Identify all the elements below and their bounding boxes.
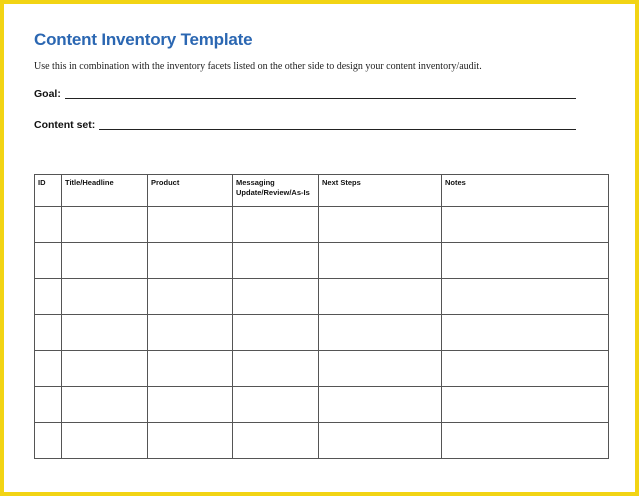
table-cell[interactable] xyxy=(148,243,233,279)
table-cell[interactable] xyxy=(62,243,148,279)
column-header-notes: Notes xyxy=(442,175,609,207)
table-cell[interactable] xyxy=(233,207,319,243)
content-set-field xyxy=(34,117,576,131)
table-cell[interactable] xyxy=(62,279,148,315)
table-cell[interactable] xyxy=(35,207,62,243)
column-header-next-steps: Next Steps xyxy=(319,175,442,207)
table-cell[interactable] xyxy=(233,387,319,423)
table-cell[interactable] xyxy=(62,387,148,423)
table-cell[interactable] xyxy=(442,423,609,459)
column-header-title-headline: Title/Headline xyxy=(62,175,148,207)
table-row xyxy=(35,423,609,459)
table-cell[interactable] xyxy=(35,423,62,459)
table-cell[interactable] xyxy=(35,279,62,315)
table-cell[interactable] xyxy=(62,351,148,387)
table-cell[interactable] xyxy=(62,207,148,243)
intro-text: Use this in combination with the inventory facets listed on the other side to design your content inventory/audit. xyxy=(34,61,482,72)
table-cell[interactable] xyxy=(442,207,609,243)
table-cell[interactable] xyxy=(148,207,233,243)
table-row xyxy=(35,351,609,387)
table-row xyxy=(35,315,609,351)
table-cell[interactable] xyxy=(148,423,233,459)
table-cell[interactable] xyxy=(442,315,609,351)
table-cell[interactable] xyxy=(35,243,62,279)
goal-field xyxy=(34,86,576,100)
page-title: Content Inventory Template xyxy=(34,30,253,49)
table-cell[interactable] xyxy=(319,351,442,387)
column-header-id: ID xyxy=(35,175,62,207)
table-row xyxy=(35,243,609,279)
column-header-product: Product xyxy=(148,175,233,207)
content-set-label: Content set: xyxy=(34,119,96,131)
table-header-row xyxy=(35,175,609,207)
table-cell[interactable] xyxy=(233,423,319,459)
column-header-messaging: Messaging Update/Review/As-Is xyxy=(233,175,319,207)
table-cell[interactable] xyxy=(319,315,442,351)
table-cell[interactable] xyxy=(62,315,148,351)
table-cell[interactable] xyxy=(233,351,319,387)
table-cell[interactable] xyxy=(319,207,442,243)
content-set-blank-line xyxy=(99,129,576,130)
table-cell[interactable] xyxy=(319,387,442,423)
table-cell[interactable] xyxy=(319,423,442,459)
goal-label: Goal: xyxy=(34,88,61,100)
table-row xyxy=(35,387,609,423)
table-cell[interactable] xyxy=(35,351,62,387)
table-cell[interactable] xyxy=(148,279,233,315)
table-cell[interactable] xyxy=(148,351,233,387)
table-cell[interactable] xyxy=(233,243,319,279)
table-cell[interactable] xyxy=(442,351,609,387)
table-cell[interactable] xyxy=(442,387,609,423)
table-cell[interactable] xyxy=(35,387,62,423)
table-cell[interactable] xyxy=(62,423,148,459)
table-cell[interactable] xyxy=(442,243,609,279)
table-cell[interactable] xyxy=(319,243,442,279)
table-cell[interactable] xyxy=(319,279,442,315)
table-cell[interactable] xyxy=(233,279,319,315)
table-row xyxy=(35,207,609,243)
table-cell[interactable] xyxy=(148,387,233,423)
goal-blank-line xyxy=(65,98,576,99)
table-body xyxy=(35,207,609,459)
table-cell[interactable] xyxy=(148,315,233,351)
table-cell[interactable] xyxy=(35,315,62,351)
table-cell[interactable] xyxy=(233,315,319,351)
inventory-table xyxy=(34,174,609,459)
table-row xyxy=(35,279,609,315)
table-cell[interactable] xyxy=(442,279,609,315)
